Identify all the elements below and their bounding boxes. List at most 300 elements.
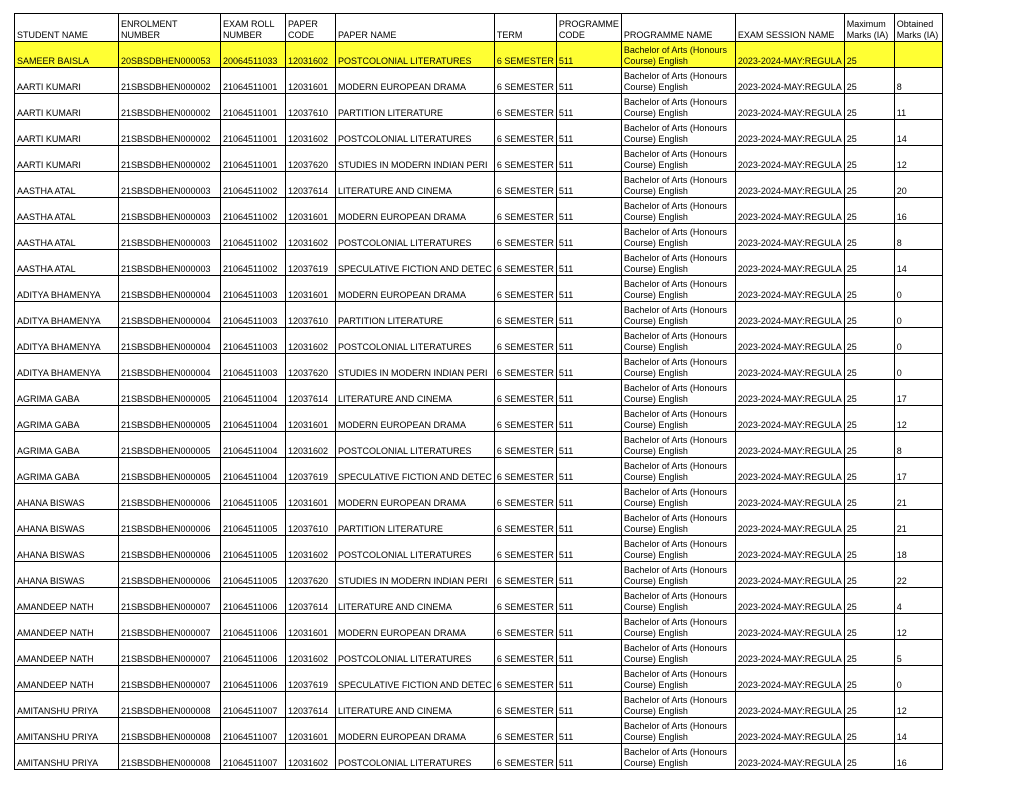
cell-paper-code: 12031602 — [286, 744, 336, 770]
cell-term: 6 SEMESTER — [494, 276, 556, 302]
cell-term: 6 SEMESTER — [494, 536, 556, 562]
cell-obtained-marks: 21 — [894, 484, 942, 510]
cell-paper-name: MODERN EUROPEAN DRAMA — [336, 614, 495, 640]
table-row — [15, 328, 943, 354]
cell-programme-name: Bachelor of Arts (Honours Course) English — [621, 718, 735, 744]
cell-term: 6 SEMESTER — [494, 42, 556, 68]
cell-maximum-marks: 25 — [844, 640, 894, 666]
cell-programme-name: Bachelor of Arts (Honours Course) English — [621, 172, 735, 198]
table-row — [15, 224, 943, 250]
cell-term: 6 SEMESTER — [494, 562, 556, 588]
cell-paper-code: 12037614 — [286, 692, 336, 718]
cell-maximum-marks: 25 — [844, 172, 894, 198]
cell-programme-name: Bachelor of Arts (Honours Course) English — [621, 640, 735, 666]
cell-maximum-marks: 25 — [844, 68, 894, 94]
cell-obtained-marks — [894, 42, 942, 68]
cell-programme-code: 511 — [556, 42, 621, 68]
cell-term: 6 SEMESTER — [494, 68, 556, 94]
cell-enrolment-number: 21SBSDBHEN000004 — [119, 354, 221, 380]
cell-student-name: AMITANSHU PRIYA — [15, 718, 119, 744]
cell-paper-name: STUDIES IN MODERN INDIAN PERI — [336, 146, 495, 172]
cell-exam-session-name: 2023-2024-MAY:REGULA — [735, 42, 844, 68]
cell-obtained-marks: 4 — [894, 588, 942, 614]
cell-programme-code: 511 — [556, 640, 621, 666]
cell-student-name: AGRIMA GABA — [15, 458, 119, 484]
cell-paper-name: LITERATURE AND CINEMA — [336, 172, 495, 198]
cell-student-name: AGRIMA GABA — [15, 432, 119, 458]
cell-maximum-marks: 25 — [844, 94, 894, 120]
cell-term: 6 SEMESTER — [494, 250, 556, 276]
cell-programme-name: Bachelor of Arts (Honours Course) English — [621, 120, 735, 146]
cell-obtained-marks: 0 — [894, 276, 942, 302]
cell-exam-roll-number: 21064511003 — [221, 302, 286, 328]
cell-term: 6 SEMESTER — [494, 120, 556, 146]
cell-maximum-marks: 25 — [844, 562, 894, 588]
cell-programme-name: Bachelor of Arts (Honours Course) English — [621, 380, 735, 406]
cell-term: 6 SEMESTER — [494, 718, 556, 744]
cell-term: 6 SEMESTER — [494, 328, 556, 354]
cell-term: 6 SEMESTER — [494, 224, 556, 250]
cell-paper-code: 12037619 — [286, 666, 336, 692]
table-row — [15, 250, 943, 276]
cell-student-name: AGRIMA GABA — [15, 406, 119, 432]
header-paper-code: PAPER CODE — [286, 14, 336, 42]
cell-maximum-marks: 25 — [844, 328, 894, 354]
cell-exam-session-name: 2023-2024-MAY:REGULA — [735, 744, 844, 770]
cell-paper-code: 12031602 — [286, 536, 336, 562]
cell-programme-code: 511 — [556, 198, 621, 224]
cell-term: 6 SEMESTER — [494, 744, 556, 770]
cell-obtained-marks: 21 — [894, 510, 942, 536]
cell-exam-roll-number: 21064511001 — [221, 146, 286, 172]
cell-student-name: AHANA BISWAS — [15, 510, 119, 536]
cell-paper-name: MODERN EUROPEAN DRAMA — [336, 276, 495, 302]
cell-exam-session-name: 2023-2024-MAY:REGULA — [735, 510, 844, 536]
cell-exam-session-name: 2023-2024-MAY:REGULA — [735, 276, 844, 302]
cell-programme-code: 511 — [556, 536, 621, 562]
table-row — [15, 42, 943, 68]
cell-paper-name: POSTCOLONIAL LITERATURES — [336, 536, 495, 562]
header-exam-session-name: EXAM SESSION NAME — [735, 14, 844, 42]
cell-paper-name: MODERN EUROPEAN DRAMA — [336, 406, 495, 432]
cell-paper-name: POSTCOLONIAL LITERATURES — [336, 120, 495, 146]
cell-programme-name: Bachelor of Arts (Honours Course) English — [621, 354, 735, 380]
cell-exam-session-name: 2023-2024-MAY:REGULA — [735, 198, 844, 224]
header-enrolment-number: ENROLMENT NUMBER — [119, 14, 221, 42]
cell-exam-session-name: 2023-2024-MAY:REGULA — [735, 666, 844, 692]
cell-programme-code: 511 — [556, 484, 621, 510]
cell-enrolment-number: 21SBSDBHEN000008 — [119, 692, 221, 718]
cell-exam-roll-number: 21064511003 — [221, 354, 286, 380]
cell-programme-code: 511 — [556, 588, 621, 614]
cell-maximum-marks: 25 — [844, 458, 894, 484]
cell-programme-name: Bachelor of Arts (Honours Course) English — [621, 68, 735, 94]
cell-programme-name: Bachelor of Arts (Honours Course) English — [621, 458, 735, 484]
cell-enrolment-number: 21SBSDBHEN000002 — [119, 68, 221, 94]
cell-programme-code: 511 — [556, 328, 621, 354]
cell-term: 6 SEMESTER — [494, 380, 556, 406]
cell-maximum-marks: 25 — [844, 380, 894, 406]
table-row — [15, 354, 943, 380]
cell-paper-name: PARTITION LITERATURE — [336, 302, 495, 328]
cell-programme-name: Bachelor of Arts (Honours Course) English — [621, 42, 735, 68]
header-maximum-marks: Maximum Marks (IA) — [844, 14, 894, 42]
cell-term: 6 SEMESTER — [494, 198, 556, 224]
cell-programme-name: Bachelor of Arts (Honours Course) English — [621, 510, 735, 536]
cell-enrolment-number: 21SBSDBHEN000004 — [119, 276, 221, 302]
cell-exam-session-name: 2023-2024-MAY:REGULA — [735, 328, 844, 354]
cell-programme-name: Bachelor of Arts (Honours Course) English — [621, 250, 735, 276]
cell-paper-name: POSTCOLONIAL LITERATURES — [336, 42, 495, 68]
cell-term: 6 SEMESTER — [494, 510, 556, 536]
cell-student-name: AASTHA ATAL — [15, 172, 119, 198]
cell-enrolment-number: 21SBSDBHEN000002 — [119, 146, 221, 172]
table-row — [15, 562, 943, 588]
cell-paper-code: 12031602 — [286, 42, 336, 68]
cell-exam-session-name: 2023-2024-MAY:REGULA — [735, 120, 844, 146]
cell-paper-code: 12037610 — [286, 94, 336, 120]
cell-exam-roll-number: 21064511005 — [221, 562, 286, 588]
cell-student-name: ADITYA BHAMENYA — [15, 302, 119, 328]
cell-programme-code: 511 — [556, 120, 621, 146]
cell-enrolment-number: 21SBSDBHEN000007 — [119, 640, 221, 666]
table-row — [15, 380, 943, 406]
cell-paper-name: POSTCOLONIAL LITERATURES — [336, 328, 495, 354]
cell-exam-roll-number: 21064511002 — [221, 172, 286, 198]
cell-paper-code: 12031601 — [286, 614, 336, 640]
cell-paper-code: 12037619 — [286, 458, 336, 484]
cell-obtained-marks: 16 — [894, 198, 942, 224]
table-row — [15, 510, 943, 536]
cell-obtained-marks: 8 — [894, 432, 942, 458]
cell-maximum-marks: 25 — [844, 744, 894, 770]
cell-programme-name: Bachelor of Arts (Honours Course) English — [621, 432, 735, 458]
cell-paper-name: LITERATURE AND CINEMA — [336, 588, 495, 614]
table-row — [15, 536, 943, 562]
cell-student-name: AARTI KUMARI — [15, 146, 119, 172]
cell-programme-code: 511 — [556, 614, 621, 640]
cell-student-name: AMITANSHU PRIYA — [15, 744, 119, 770]
cell-exam-session-name: 2023-2024-MAY:REGULA — [735, 302, 844, 328]
cell-student-name: AASTHA ATAL — [15, 224, 119, 250]
cell-enrolment-number: 21SBSDBHEN000004 — [119, 328, 221, 354]
table-row — [15, 432, 943, 458]
cell-programme-name: Bachelor of Arts (Honours Course) English — [621, 276, 735, 302]
cell-programme-code: 511 — [556, 406, 621, 432]
cell-obtained-marks: 0 — [894, 328, 942, 354]
cell-paper-code: 12037610 — [286, 302, 336, 328]
cell-student-name: AHANA BISWAS — [15, 562, 119, 588]
header-term: TERM — [494, 14, 556, 42]
cell-maximum-marks: 25 — [844, 276, 894, 302]
cell-maximum-marks: 25 — [844, 42, 894, 68]
cell-programme-name: Bachelor of Arts (Honours Course) English — [621, 744, 735, 770]
cell-programme-code: 511 — [556, 744, 621, 770]
cell-programme-code: 511 — [556, 94, 621, 120]
cell-enrolment-number: 21SBSDBHEN000006 — [119, 536, 221, 562]
cell-programme-code: 511 — [556, 354, 621, 380]
cell-enrolment-number: 21SBSDBHEN000003 — [119, 250, 221, 276]
cell-programme-name: Bachelor of Arts (Honours Course) English — [621, 484, 735, 510]
table-row — [15, 172, 943, 198]
cell-paper-name: STUDIES IN MODERN INDIAN PERI — [336, 562, 495, 588]
table-row — [15, 640, 943, 666]
cell-programme-name: Bachelor of Arts (Honours Course) English — [621, 614, 735, 640]
table-row — [15, 146, 943, 172]
cell-exam-roll-number: 21064511006 — [221, 614, 286, 640]
cell-term: 6 SEMESTER — [494, 432, 556, 458]
cell-exam-roll-number: 20064511033 — [221, 42, 286, 68]
table-row — [15, 276, 943, 302]
cell-exam-roll-number: 21064511003 — [221, 276, 286, 302]
cell-enrolment-number: 21SBSDBHEN000003 — [119, 224, 221, 250]
cell-programme-name: Bachelor of Arts (Honours Course) English — [621, 536, 735, 562]
cell-maximum-marks: 25 — [844, 692, 894, 718]
table-row — [15, 458, 943, 484]
cell-paper-name: LITERATURE AND CINEMA — [336, 380, 495, 406]
cell-paper-name: SPECULATIVE FICTION AND DETEC — [336, 458, 495, 484]
cell-maximum-marks: 25 — [844, 588, 894, 614]
cell-paper-name: MODERN EUROPEAN DRAMA — [336, 484, 495, 510]
cell-term: 6 SEMESTER — [494, 640, 556, 666]
cell-programme-code: 511 — [556, 432, 621, 458]
cell-programme-name: Bachelor of Arts (Honours Course) English — [621, 198, 735, 224]
cell-paper-name: SPECULATIVE FICTION AND DETEC — [336, 250, 495, 276]
table-row — [15, 718, 943, 744]
cell-term: 6 SEMESTER — [494, 666, 556, 692]
cell-enrolment-number: 21SBSDBHEN000006 — [119, 562, 221, 588]
cell-paper-name: PARTITION LITERATURE — [336, 94, 495, 120]
cell-paper-name: PARTITION LITERATURE — [336, 510, 495, 536]
cell-student-name: AMANDEEP NATH — [15, 640, 119, 666]
cell-student-name: ADITYA BHAMENYA — [15, 328, 119, 354]
cell-term: 6 SEMESTER — [494, 172, 556, 198]
table-row — [15, 198, 943, 224]
cell-programme-name: Bachelor of Arts (Honours Course) English — [621, 406, 735, 432]
cell-exam-roll-number: 21064511007 — [221, 744, 286, 770]
cell-obtained-marks: 12 — [894, 692, 942, 718]
cell-maximum-marks: 25 — [844, 198, 894, 224]
cell-paper-code: 12031602 — [286, 224, 336, 250]
cell-exam-session-name: 2023-2024-MAY:REGULA — [735, 692, 844, 718]
cell-exam-session-name: 2023-2024-MAY:REGULA — [735, 484, 844, 510]
cell-paper-code: 12037614 — [286, 588, 336, 614]
cell-paper-name: POSTCOLONIAL LITERATURES — [336, 640, 495, 666]
marks-table — [14, 13, 943, 770]
cell-programme-code: 511 — [556, 302, 621, 328]
cell-exam-roll-number: 21064511001 — [221, 94, 286, 120]
cell-student-name: AHANA BISWAS — [15, 536, 119, 562]
cell-exam-roll-number: 21064511004 — [221, 458, 286, 484]
cell-exam-session-name: 2023-2024-MAY:REGULA — [735, 562, 844, 588]
cell-programme-name: Bachelor of Arts (Honours Course) English — [621, 666, 735, 692]
cell-exam-session-name: 2023-2024-MAY:REGULA — [735, 718, 844, 744]
cell-exam-session-name: 2023-2024-MAY:REGULA — [735, 536, 844, 562]
table-row — [15, 406, 943, 432]
cell-exam-session-name: 2023-2024-MAY:REGULA — [735, 224, 844, 250]
cell-maximum-marks: 25 — [844, 354, 894, 380]
cell-paper-code: 12037614 — [286, 380, 336, 406]
cell-programme-code: 511 — [556, 250, 621, 276]
cell-paper-code: 12037620 — [286, 354, 336, 380]
cell-student-name: ADITYA BHAMENYA — [15, 354, 119, 380]
cell-student-name: AMANDEEP NATH — [15, 588, 119, 614]
cell-exam-roll-number: 21064511007 — [221, 692, 286, 718]
cell-maximum-marks: 25 — [844, 666, 894, 692]
cell-exam-session-name: 2023-2024-MAY:REGULA — [735, 614, 844, 640]
cell-paper-name: MODERN EUROPEAN DRAMA — [336, 68, 495, 94]
cell-obtained-marks: 14 — [894, 250, 942, 276]
cell-enrolment-number: 21SBSDBHEN000003 — [119, 198, 221, 224]
cell-term: 6 SEMESTER — [494, 94, 556, 120]
cell-student-name: AASTHA ATAL — [15, 250, 119, 276]
cell-exam-session-name: 2023-2024-MAY:REGULA — [735, 354, 844, 380]
cell-obtained-marks: 8 — [894, 68, 942, 94]
cell-exam-roll-number: 21064511006 — [221, 640, 286, 666]
cell-exam-roll-number: 21064511002 — [221, 250, 286, 276]
cell-programme-code: 511 — [556, 692, 621, 718]
cell-term: 6 SEMESTER — [494, 614, 556, 640]
cell-paper-code: 12031601 — [286, 484, 336, 510]
cell-obtained-marks: 17 — [894, 380, 942, 406]
cell-obtained-marks: 14 — [894, 120, 942, 146]
cell-enrolment-number: 21SBSDBHEN000007 — [119, 588, 221, 614]
cell-student-name: AARTI KUMARI — [15, 120, 119, 146]
header-row — [15, 14, 943, 42]
cell-obtained-marks: 12 — [894, 406, 942, 432]
cell-paper-code: 12031602 — [286, 120, 336, 146]
cell-enrolment-number: 21SBSDBHEN000005 — [119, 406, 221, 432]
cell-obtained-marks: 11 — [894, 94, 942, 120]
cell-maximum-marks: 25 — [844, 484, 894, 510]
cell-programme-name: Bachelor of Arts (Honours Course) English — [621, 328, 735, 354]
cell-obtained-marks: 14 — [894, 718, 942, 744]
cell-maximum-marks: 25 — [844, 510, 894, 536]
cell-programme-code: 511 — [556, 718, 621, 744]
header-obtained-marks: Obtained Marks (IA) — [894, 14, 942, 42]
cell-exam-roll-number: 21064511006 — [221, 666, 286, 692]
cell-maximum-marks: 25 — [844, 120, 894, 146]
cell-programme-code: 511 — [556, 68, 621, 94]
cell-programme-name: Bachelor of Arts (Honours Course) English — [621, 146, 735, 172]
cell-programme-code: 511 — [556, 224, 621, 250]
cell-enrolment-number: 21SBSDBHEN000005 — [119, 432, 221, 458]
cell-paper-code: 12031601 — [286, 718, 336, 744]
cell-enrolment-number: 21SBSDBHEN000008 — [119, 718, 221, 744]
table-row — [15, 614, 943, 640]
cell-paper-name: POSTCOLONIAL LITERATURES — [336, 744, 495, 770]
cell-term: 6 SEMESTER — [494, 146, 556, 172]
cell-exam-session-name: 2023-2024-MAY:REGULA — [735, 146, 844, 172]
cell-obtained-marks: 20 — [894, 172, 942, 198]
cell-programme-code: 511 — [556, 146, 621, 172]
cell-enrolment-number: 21SBSDBHEN000005 — [119, 380, 221, 406]
cell-paper-code: 12031601 — [286, 276, 336, 302]
cell-term: 6 SEMESTER — [494, 588, 556, 614]
cell-exam-roll-number: 21064511004 — [221, 380, 286, 406]
cell-maximum-marks: 25 — [844, 250, 894, 276]
cell-paper-name: SPECULATIVE FICTION AND DETEC — [336, 666, 495, 692]
cell-paper-code: 12031601 — [286, 406, 336, 432]
cell-paper-code: 12031602 — [286, 328, 336, 354]
cell-maximum-marks: 25 — [844, 718, 894, 744]
cell-paper-name: LITERATURE AND CINEMA — [336, 692, 495, 718]
cell-paper-code: 12037610 — [286, 510, 336, 536]
cell-programme-code: 511 — [556, 510, 621, 536]
cell-exam-session-name: 2023-2024-MAY:REGULA — [735, 172, 844, 198]
cell-term: 6 SEMESTER — [494, 302, 556, 328]
table-row — [15, 68, 943, 94]
cell-exam-roll-number: 21064511004 — [221, 432, 286, 458]
cell-paper-name: MODERN EUROPEAN DRAMA — [336, 198, 495, 224]
cell-exam-session-name: 2023-2024-MAY:REGULA — [735, 406, 844, 432]
cell-obtained-marks: 0 — [894, 666, 942, 692]
cell-maximum-marks: 25 — [844, 146, 894, 172]
header-exam-roll-number: EXAM ROLL NUMBER — [221, 14, 286, 42]
cell-enrolment-number: 21SBSDBHEN000005 — [119, 458, 221, 484]
cell-student-name: AARTI KUMARI — [15, 68, 119, 94]
cell-paper-code: 12031601 — [286, 68, 336, 94]
cell-programme-code: 511 — [556, 172, 621, 198]
cell-programme-code: 511 — [556, 458, 621, 484]
cell-enrolment-number: 21SBSDBHEN000008 — [119, 744, 221, 770]
cell-obtained-marks: 0 — [894, 354, 942, 380]
cell-exam-roll-number: 21064511001 — [221, 120, 286, 146]
cell-paper-code: 12037614 — [286, 172, 336, 198]
cell-exam-roll-number: 21064511004 — [221, 406, 286, 432]
cell-exam-roll-number: 21064511005 — [221, 536, 286, 562]
cell-programme-code: 511 — [556, 562, 621, 588]
cell-exam-session-name: 2023-2024-MAY:REGULA — [735, 94, 844, 120]
cell-student-name: AARTI KUMARI — [15, 94, 119, 120]
cell-exam-roll-number: 21064511001 — [221, 68, 286, 94]
cell-programme-code: 511 — [556, 380, 621, 406]
cell-student-name: AMANDEEP NATH — [15, 614, 119, 640]
cell-enrolment-number: 21SBSDBHEN000002 — [119, 120, 221, 146]
table-row — [15, 484, 943, 510]
cell-exam-session-name: 2023-2024-MAY:REGULA — [735, 588, 844, 614]
cell-maximum-marks: 25 — [844, 432, 894, 458]
cell-term: 6 SEMESTER — [494, 692, 556, 718]
cell-paper-code: 12037620 — [286, 562, 336, 588]
cell-paper-code: 12031601 — [286, 198, 336, 224]
cell-paper-code: 12031602 — [286, 640, 336, 666]
cell-obtained-marks: 22 — [894, 562, 942, 588]
table-row — [15, 744, 943, 770]
cell-obtained-marks: 5 — [894, 640, 942, 666]
cell-exam-roll-number: 21064511002 — [221, 224, 286, 250]
cell-paper-code: 12037620 — [286, 146, 336, 172]
cell-paper-name: MODERN EUROPEAN DRAMA — [336, 718, 495, 744]
cell-obtained-marks: 12 — [894, 614, 942, 640]
cell-obtained-marks: 17 — [894, 458, 942, 484]
cell-programme-name: Bachelor of Arts (Honours Course) English — [621, 302, 735, 328]
cell-maximum-marks: 25 — [844, 536, 894, 562]
cell-programme-code: 511 — [556, 276, 621, 302]
cell-programme-name: Bachelor of Arts (Honours Course) English — [621, 588, 735, 614]
cell-exam-roll-number: 21064511003 — [221, 328, 286, 354]
cell-exam-roll-number: 21064511005 — [221, 510, 286, 536]
cell-exam-session-name: 2023-2024-MAY:REGULA — [735, 458, 844, 484]
table-row — [15, 94, 943, 120]
table-row — [15, 692, 943, 718]
cell-programme-name: Bachelor of Arts (Honours Course) English — [621, 94, 735, 120]
cell-exam-session-name: 2023-2024-MAY:REGULA — [735, 432, 844, 458]
cell-exam-roll-number: 21064511006 — [221, 588, 286, 614]
header-paper-name: PAPER NAME — [336, 14, 495, 42]
cell-student-name: SAMEER BAISLA — [15, 42, 119, 68]
header-programme-name: PROGRAMME NAME — [621, 14, 735, 42]
